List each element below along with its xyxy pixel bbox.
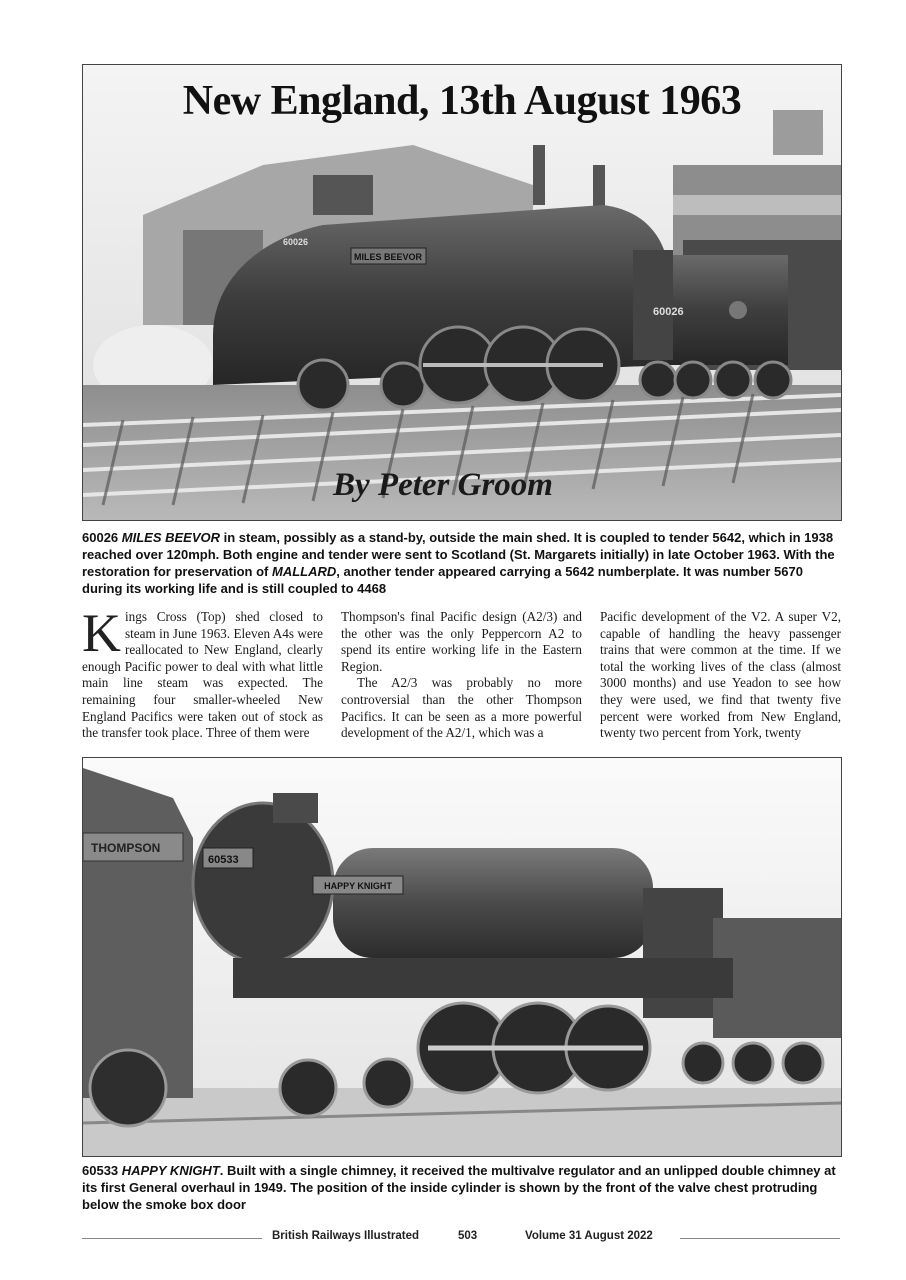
article-headline: New England, 13th August 1963 bbox=[182, 78, 742, 124]
footer-rule bbox=[680, 1238, 840, 1239]
boiler bbox=[333, 848, 653, 958]
article-paragraph: ings Cross (Top) shed closed to steam in June 1963. Eleven A4s were reallocated to New England, clearly enough Pacific power to deal with what little main line steam was expected. The remaining four smaller-wheeled New England Pacifics were taken out of stock as the transfer took place. Three of them were bbox=[82, 609, 323, 741]
article-paragraph: The A2/3 was probably no more controversial than the other Thompson Pacifics. It can be seen as a more powerful development of the A2/1, which was a bbox=[341, 675, 582, 741]
smokebox-number: 60533 bbox=[208, 854, 239, 866]
page-footer bbox=[82, 1230, 842, 1248]
cab-number: 60026 bbox=[653, 306, 684, 318]
caption-text: 60026 bbox=[82, 530, 122, 545]
publication-title: British Railways Illustrated bbox=[272, 1230, 419, 1242]
locomotive-photo-miles-beevor bbox=[83, 65, 841, 520]
footer-rule bbox=[82, 1238, 262, 1239]
page-number: 503 bbox=[458, 1230, 478, 1242]
caption-text: . Built with a single chimney, it received the multivalve regulator and an unlipped double chimney at its first General overhaul in 1949. The position of the inside cylinder is shown by the front of the valve chest protruding below the smoke box door bbox=[82, 1163, 836, 1212]
locomotive-name: MALLARD bbox=[271, 564, 337, 579]
issue-info: Volume 31 August 2022 bbox=[525, 1230, 653, 1242]
nameplate-text: HAPPY KNIGHT bbox=[324, 881, 392, 891]
article-column-3 bbox=[600, 609, 841, 742]
smoke-deflector-top bbox=[313, 175, 373, 215]
article-column-2 bbox=[341, 609, 582, 742]
smokebox-door bbox=[193, 803, 333, 963]
author-byline: By Peter Groom bbox=[333, 467, 553, 503]
locomotive-photo-happy-knight bbox=[83, 758, 841, 1156]
cab bbox=[643, 888, 723, 1018]
article-paragraph: Thompson's final Pacific design (A2/3) and the other was the only Peppercorn A2 to spend its entire working life in the Eastern Region. bbox=[341, 609, 582, 674]
cab bbox=[633, 250, 673, 360]
adjacent-locomotive bbox=[83, 768, 193, 1098]
br-crest bbox=[729, 301, 747, 319]
locomotive-name: MILES BEEVOR bbox=[121, 530, 221, 545]
article-paragraph: Pacific development of the V2. A super V2, capable of handling the heavy passenger trains that were common at the time. If we total the working lives of the class (almost 3000 months) and use Yeadon to see how they were used, we find that twenty five percent were worked from New England, twenty two percent from York, twenty bbox=[600, 609, 841, 741]
second-photograph bbox=[82, 757, 842, 1157]
nameplate-text: THOMPSON bbox=[91, 841, 161, 855]
lead-photograph bbox=[82, 64, 842, 521]
running-plate bbox=[233, 958, 733, 998]
wheel bbox=[90, 1050, 166, 1126]
smokebox-number: 60026 bbox=[283, 237, 309, 247]
caption-text: 60533 bbox=[82, 1163, 122, 1178]
article-column-1 bbox=[82, 603, 323, 742]
locomotive-name: HAPPY KNIGHT bbox=[121, 1163, 220, 1178]
chimney-stack bbox=[533, 145, 545, 205]
chimney-stack bbox=[593, 165, 605, 210]
caption-text: , another tender appeared carrying a 5642 numberplate. It was number 5670 during its working life and is still coupled to 4468 bbox=[82, 564, 803, 596]
nameplate-text: MILES BEEVOR bbox=[353, 252, 423, 262]
lead-photo-caption bbox=[82, 529, 842, 597]
caption-text: in steam, possibly as a stand-by, outside the main shed. It is coupled to tender 5642, which in 1938 reached over 120mph. Both engine and tender were sent to Scotland (St. Margarets initially) in late October 1963. With the restoration for preservation of bbox=[82, 530, 835, 579]
double-chimney bbox=[273, 793, 318, 823]
drop-cap: K bbox=[82, 603, 121, 663]
second-photo-caption bbox=[82, 1162, 842, 1213]
